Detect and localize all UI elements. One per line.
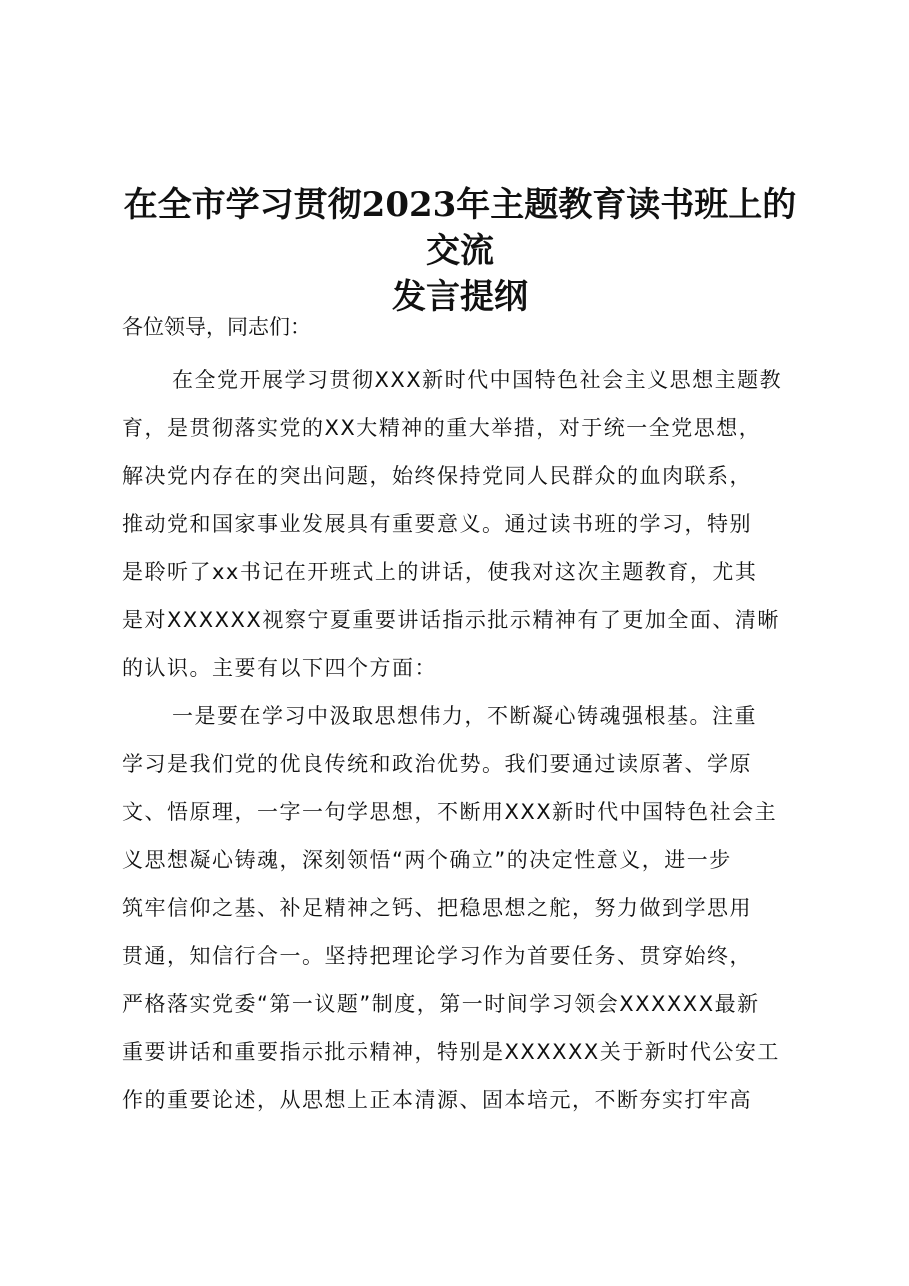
paragraph-1-line: 是聆听了xx书记在开班式上的讲话，使我对这次主题教育，尤其 — [122, 560, 758, 584]
document-title — [110, 182, 810, 320]
paragraph-2-line: 严格落实党委“第一议题”制度，第一时间学习领会XXXXXX最新 — [122, 992, 760, 1016]
salutation: 各位领导，同志们： — [122, 315, 311, 339]
paragraph-1-line: 解决党内存在的突出问题，始终保持党同人民群众的血肉联系， — [122, 464, 752, 488]
paragraph-2-line: 一是要在学习中汲取思想伟力，不断凝心铸魂强根基。注重 — [172, 704, 757, 728]
paragraph-2-line: 学习是我们党的优良传统和政治优势。我们要通过读原著、学原 — [122, 752, 752, 776]
title-line-1: 在全市学习贯彻2023年主题教育读书班上的交流 — [123, 185, 797, 271]
body-text — [122, 360, 812, 1128]
paragraph-1-line: 是对XXXXXX视察宁夏重要讲话指示批示精神有了更加全面、清晰 — [122, 608, 780, 632]
paragraph-2-line: 筑牢信仰之基、补足精神之钙、把稳思想之舵，努力做到学思用 — [122, 896, 752, 920]
paragraph-1-line: 推动党和国家事业发展具有重要意义。通过读书班的学习，特别 — [122, 512, 752, 536]
paragraph-1-line: 的认识。主要有以下四个方面： — [122, 656, 437, 680]
title-line-2: 发言提纲 — [392, 277, 528, 317]
paragraph-1-line: 在全党开展学习贯彻XXX新时代中国特色社会主义思想主题教 — [172, 368, 783, 392]
paragraph-2-line: 作的重要论述，从思想上正本清源、固本培元，不断夯实打牢高 — [122, 1088, 752, 1112]
paragraph-2-line: 义思想凝心铸魂，深刻领悟“两个确立”的决定性意义，进一步 — [122, 848, 732, 872]
paragraph-2-line: 贯通，知信行合一。坚持把理论学习作为首要任务、贯穿始终， — [122, 944, 752, 968]
paragraph-2-line: 重要讲话和重要指示批示精神，特别是XXXXXX关于新时代公安工 — [122, 1040, 780, 1064]
paragraph-1-line: 育，是贯彻落实党的XX大精神的重大举措，对于统一全党思想， — [122, 416, 762, 440]
paragraph-2-line: 文、悟原理，一字一句学思想，不断用XXX新时代中国特色社会主 — [122, 800, 778, 824]
